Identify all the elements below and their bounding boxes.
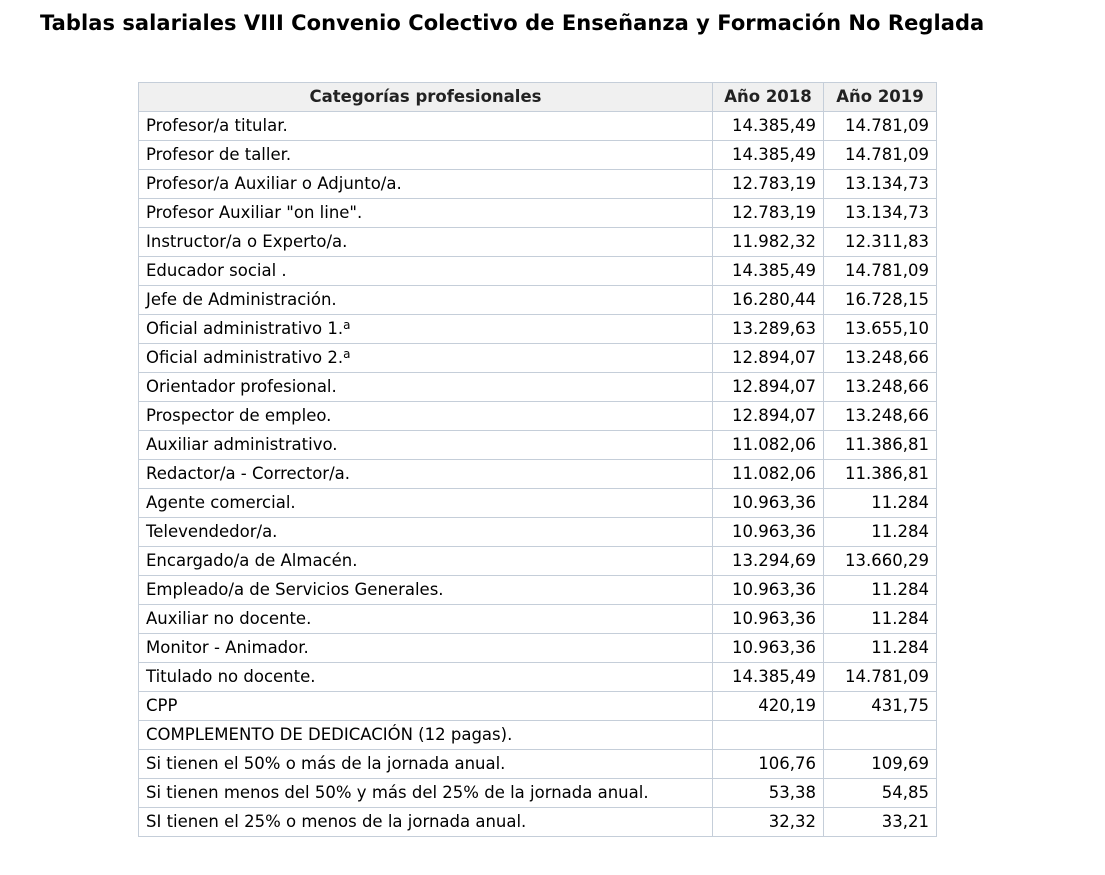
salary-2018-cell: 12.894,07 [713,344,824,373]
table-row [139,547,937,576]
salary-2018-cell: 32,32 [713,808,824,837]
category-label: Orientador profesional. [146,377,337,396]
category-label: Profesor/a titular. [146,116,288,135]
ordinal-indicator: a [343,318,351,332]
table-row [139,808,937,837]
category-label: COMPLEMENTO DE DEDICACIÓN (12 pagas). [146,725,513,744]
category-label: Oficial administrativo 1. [146,319,344,338]
salary-2019-cell: 13.134,73 [824,170,937,199]
category-label: Instructor/a o Experto/a. [146,232,348,251]
salary-2018-cell: 12.783,19 [713,170,824,199]
salary-2019-cell: 14.781,09 [824,141,937,170]
salary-2018-cell: 53,38 [713,779,824,808]
table-row [139,779,937,808]
category-label: Profesor/a Auxiliar o Adjunto/a. [146,174,402,193]
salary-2018-cell [713,721,824,750]
salary-2018-cell: 11.982,32 [713,228,824,257]
salary-2019-cell: 13.134,73 [824,199,937,228]
category-label: SI tienen el 25% o menos de la jornada anual. [146,812,527,831]
category-cell [139,576,713,605]
table-row [139,518,937,547]
category-cell [139,257,713,286]
category-label: Auxiliar administrativo. [146,435,338,454]
category-label: Auxiliar no docente. [146,609,312,628]
table-row [139,402,937,431]
category-label: Monitor - Animador. [146,638,309,657]
category-label: Si tienen el 50% o más de la jornada anual. [146,754,506,773]
category-cell [139,315,713,344]
category-cell [139,779,713,808]
salary-2018-cell: 420,19 [713,692,824,721]
category-cell [139,663,713,692]
table-row [139,692,937,721]
table-row [139,489,937,518]
table-row [139,112,937,141]
category-cell [139,344,713,373]
category-label: Profesor Auxiliar "on line". [146,203,363,222]
category-cell [139,634,713,663]
category-cell [139,228,713,257]
category-label: Empleado/a de Servicios Generales. [146,580,444,599]
category-cell [139,605,713,634]
salary-2018-cell: 10.963,36 [713,518,824,547]
salary-2018-cell: 14.385,49 [713,112,824,141]
table-row [139,721,937,750]
salary-2018-cell: 12.894,07 [713,373,824,402]
table-row [139,315,937,344]
category-cell [139,489,713,518]
salary-2019-cell: 13.655,10 [824,315,937,344]
table-row [139,634,937,663]
table-row [139,373,937,402]
table-header-row [139,83,937,112]
salary-2019-cell: 13.248,66 [824,402,937,431]
table-row [139,460,937,489]
salary-2018-cell: 14.385,49 [713,257,824,286]
table-row [139,344,937,373]
salary-2019-cell: 33,21 [824,808,937,837]
column-header-category: Categorías profesionales [139,83,713,112]
column-header-year-2019: Año 2019 [824,83,937,112]
category-label: Oficial administrativo 2. [146,348,344,367]
table-row [139,750,937,779]
category-cell [139,199,713,228]
category-label: CPP [146,696,178,715]
salary-2019-cell: 11.284 [824,605,937,634]
table-row [139,605,937,634]
salary-2018-cell: 13.289,63 [713,315,824,344]
salary-2019-cell: 14.781,09 [824,663,937,692]
salary-2018-cell: 13.294,69 [713,547,824,576]
table-row [139,141,937,170]
category-label: Jefe de Administración. [146,290,337,309]
salary-2018-cell: 10.963,36 [713,576,824,605]
category-cell [139,373,713,402]
salary-2019-cell: 11.284 [824,518,937,547]
salary-2019-cell: 11.284 [824,576,937,605]
category-cell [139,808,713,837]
category-label: Agente comercial. [146,493,296,512]
category-label: Educador social . [146,261,287,280]
category-cell [139,112,713,141]
salary-2019-cell: 13.248,66 [824,344,937,373]
category-cell [139,518,713,547]
salary-2019-cell: 11.386,81 [824,431,937,460]
salary-2019-cell: 14.781,09 [824,112,937,141]
category-cell [139,286,713,315]
table-row [139,170,937,199]
salary-2019-cell: 11.284 [824,634,937,663]
salary-2018-cell: 14.385,49 [713,141,824,170]
salary-2018-cell: 11.082,06 [713,431,824,460]
salary-2018-cell: 10.963,36 [713,605,824,634]
salary-2019-cell: 431,75 [824,692,937,721]
salary-2018-cell: 106,76 [713,750,824,779]
salary-2019-cell: 13.660,29 [824,547,937,576]
salary-2018-cell: 10.963,36 [713,634,824,663]
table-row [139,228,937,257]
salary-2019-cell: 54,85 [824,779,937,808]
category-label: Encargado/a de Almacén. [146,551,358,570]
category-label: Prospector de empleo. [146,406,332,425]
salary-2019-cell [824,721,937,750]
category-label: Profesor de taller. [146,145,292,164]
salary-2018-cell: 11.082,06 [713,460,824,489]
category-cell [139,547,713,576]
category-cell [139,692,713,721]
salary-2019-cell: 12.311,83 [824,228,937,257]
table-body [139,112,937,837]
category-cell [139,750,713,779]
salary-2018-cell: 12.783,19 [713,199,824,228]
page-title: Tablas salariales VIII Convenio Colectivo de Enseñanza y Formación No Reglada [40,11,985,35]
category-cell [139,431,713,460]
salary-2019-cell: 13.248,66 [824,373,937,402]
category-cell [139,170,713,199]
salary-2019-cell: 11.284 [824,489,937,518]
category-label: Televendedor/a. [146,522,278,541]
category-label: Si tienen menos del 50% y más del 25% de la jornada anual. [146,783,649,802]
table-row [139,257,937,286]
category-cell [139,721,713,750]
category-cell [139,141,713,170]
category-label: Titulado no docente. [146,667,316,686]
category-label: Redactor/a - Corrector/a. [146,464,351,483]
salary-2018-cell: 16.280,44 [713,286,824,315]
table-row [139,663,937,692]
table-row [139,431,937,460]
salary-2019-cell: 16.728,15 [824,286,937,315]
table-row [139,286,937,315]
ordinal-indicator: a [343,347,351,361]
category-cell [139,460,713,489]
salary-2019-cell: 109,69 [824,750,937,779]
column-header-year-2018: Año 2018 [713,83,824,112]
salary-2018-cell: 14.385,49 [713,663,824,692]
table-row [139,199,937,228]
salary-2019-cell: 14.781,09 [824,257,937,286]
category-cell [139,402,713,431]
salary-table [138,82,937,837]
salary-2019-cell: 11.386,81 [824,460,937,489]
table-row [139,576,937,605]
salary-2018-cell: 12.894,07 [713,402,824,431]
salary-2018-cell: 10.963,36 [713,489,824,518]
